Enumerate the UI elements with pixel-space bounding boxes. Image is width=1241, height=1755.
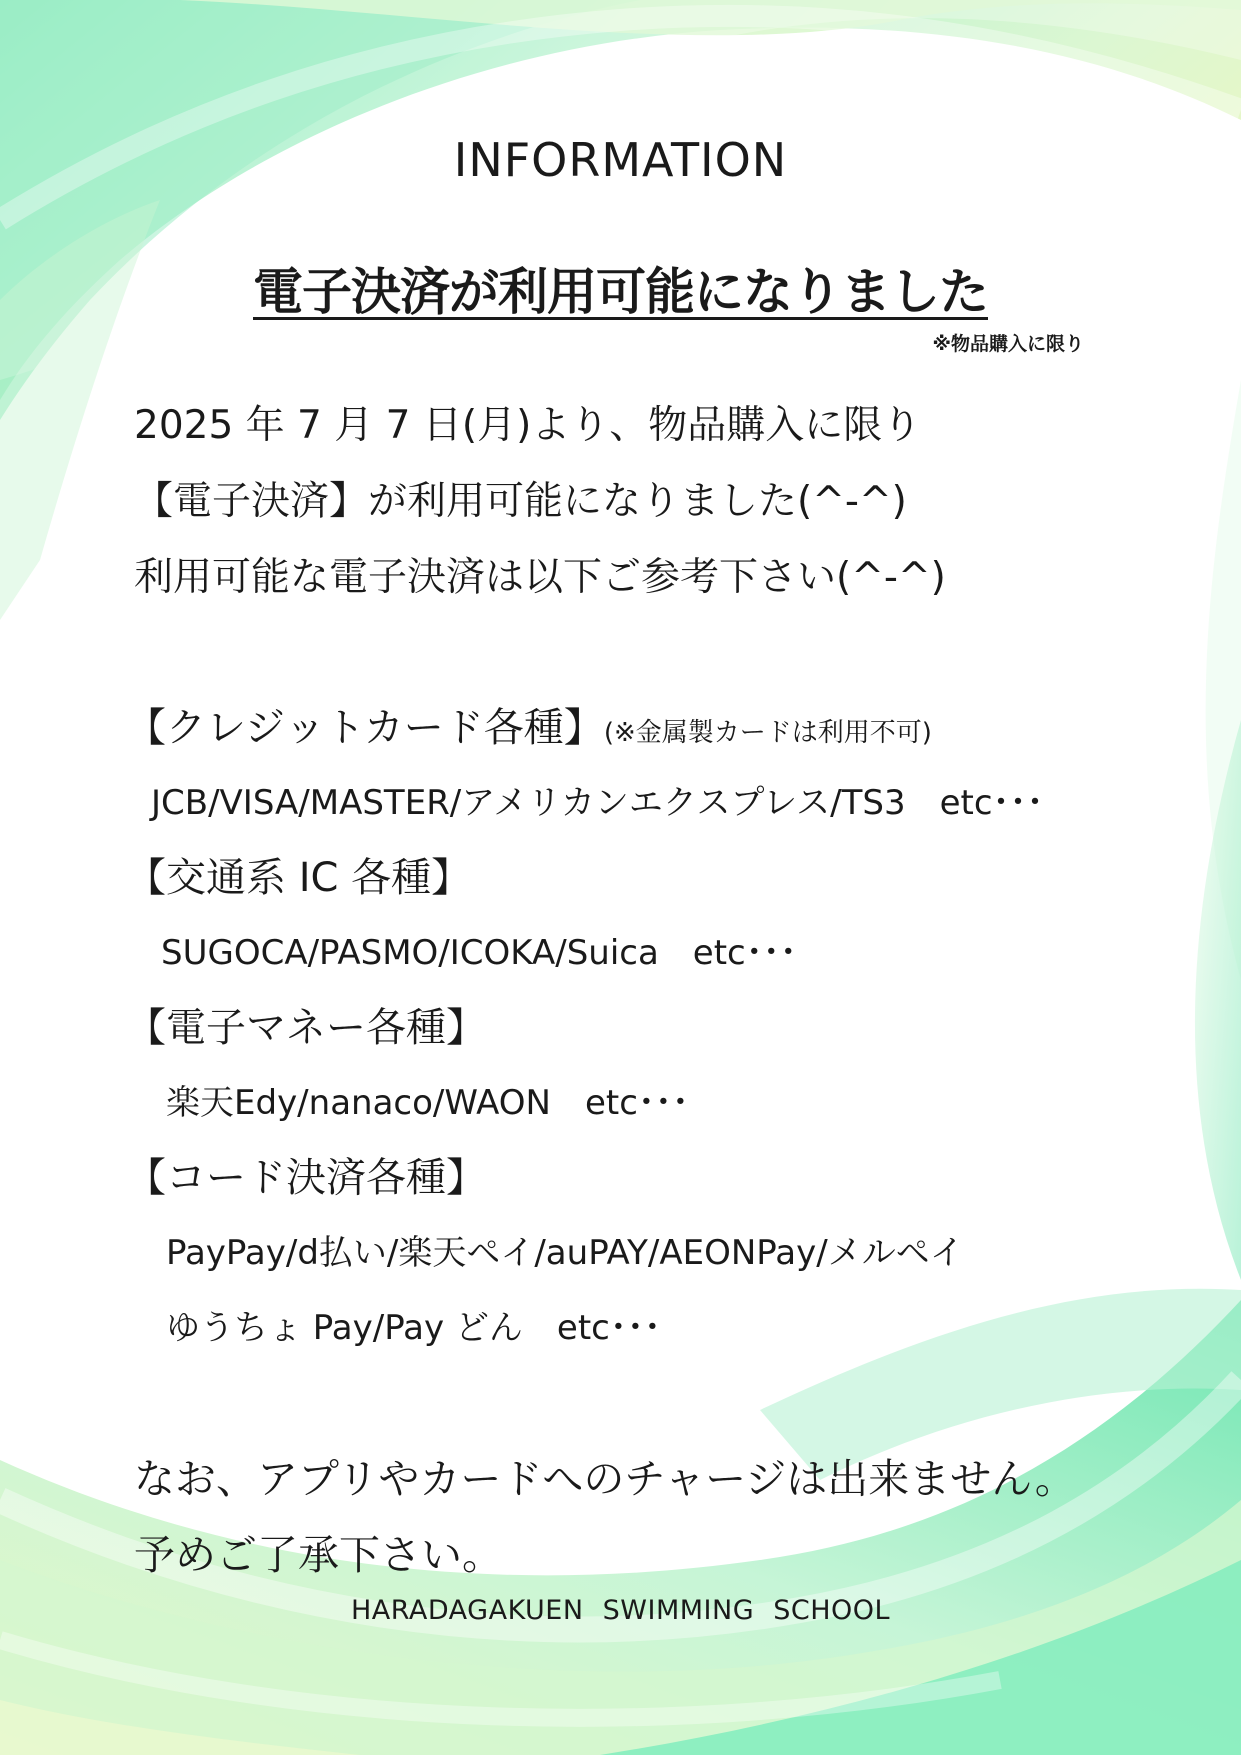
intro-line-1: 2025 年 7 月 7 日(月)より、物品購入に限り xyxy=(134,403,922,448)
category-heading: 【交通系 IC 各種】 xyxy=(126,855,472,901)
category-heading: 【コード決済各種】 xyxy=(126,1155,486,1201)
category-transit-ic xyxy=(126,846,471,903)
category-subnote: (※金属製カードは利用不可) xyxy=(603,718,932,748)
category-code-payment xyxy=(126,1146,486,1203)
scope-note: ※物品購入に限り xyxy=(932,333,1084,355)
category-e-money xyxy=(126,996,486,1053)
category-heading: 【電子マネー各種】 xyxy=(126,1005,486,1051)
notice-title-text: 電子決済が利用可能になりました xyxy=(253,263,988,321)
intro-line-3: 利用可能な電子決済は以下ご参考下さい(^-^) xyxy=(134,555,946,600)
brand-list-e-money: 楽天Edy/nanaco/WAON etc･･･ xyxy=(166,1083,689,1123)
category-heading: 【クレジットカード各種】 xyxy=(126,705,604,751)
school-name-footer: HARADAGAKUEN SWIMMING SCHOOL xyxy=(350,1595,891,1626)
header-label: INFORMATION xyxy=(453,133,788,187)
notice-title xyxy=(0,252,1241,324)
closing-line-1: なお、アプリやカードへのチャージは出来ません。 xyxy=(134,1455,1076,1503)
brand-list-transit-ic: SUGOCA/PASMO/ICOKA/Suica etc･･･ xyxy=(161,933,797,973)
brand-list-code-payment-1: PayPay/d払い/楽天ペイ/auPAY/AEONPay/メルペイ xyxy=(166,1233,964,1273)
brand-list-credit-cards: JCB/VISA/MASTER/アメリカンエクスプレス/TS3 etc･･･ xyxy=(151,783,1044,823)
brand-list-code-payment-2: ゆうちょ Pay/Pay どん etc･･･ xyxy=(166,1308,661,1348)
intro-line-2: 【電子決済】が利用可能になりました(^-^) xyxy=(134,479,907,524)
closing-line-2: 予めご了承下さい。 xyxy=(134,1531,503,1579)
category-credit-cards xyxy=(126,696,932,753)
